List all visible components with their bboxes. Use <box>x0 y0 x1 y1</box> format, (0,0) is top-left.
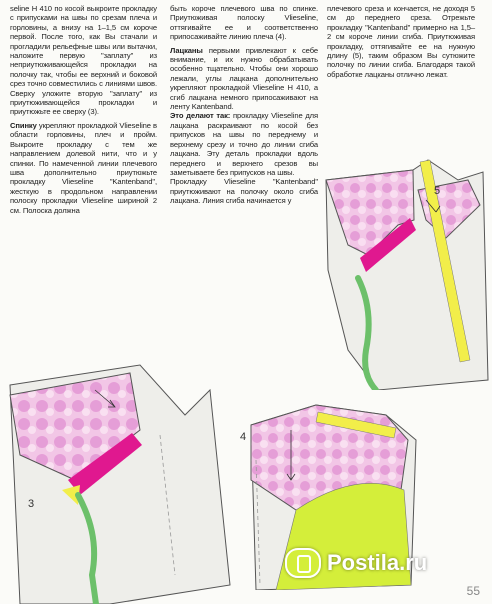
paragraph: Прокладку Vlieseline "Kantenband" приутюживают на полочку около сгиба лацкана. Линия сгиба начинается у <box>170 177 318 206</box>
page-number: 55 <box>466 584 480 598</box>
figure-5-lapel-illustration <box>318 150 492 390</box>
paragraph-text: первыми привлекают к себе внимание, и их нужно обрабатывать особенно тщательно. Чтобы они хорошо лежали, углы лацкана дополнительно укрепляют прокладкой Vlieseline H 410, а сгиб лацкана немного припосаживают на ленту Kantenband. <box>170 45 318 112</box>
paragraph <box>170 111 318 177</box>
paragraph: seline H 410 по косой выкроите прокладку с припусками на швы по срезам плеча и горловины, а внизу на 1–1,5 см короче первой. После того, как Вы стачали и прогладили рельефные швы или вытачки, наложите первую "заплату" из неприутюживающейся прокладки на полочку так, чтобы ее верхний и боковой срез точно совместились с линиями швов. Сверху уложите вторую "заплату" из приутюживающейся прокладки и приутюжьте ее сверху (3). <box>10 4 157 117</box>
figure-number: 4 <box>240 431 247 443</box>
watermark-text: Postila.ru <box>327 550 428 575</box>
paragraph: быть короче плечевого шва по спинке. Приутюживая полоску Vlieseline, оттягивайте ее и соответственно припосаживайте линию плеча (4). <box>170 4 318 42</box>
paragraph <box>10 121 157 215</box>
figure-3-collar-illustration <box>0 345 232 604</box>
watermark <box>285 548 427 578</box>
paragraph: плечевого среза и кончается, не доходя 5 см до переднего среза. Отрежьте прокладку "Kantenband" примерно на 1,5–2 см короче линии сгиба. Приутюживая прокладку, оттягивайте ее на нужную длину (5), таким образом Вы сутюжите полочку по линии сгиба. Благодаря такой обработке лацканы отлично лежат. <box>327 4 475 79</box>
lead-word: Лацканы <box>170 45 203 55</box>
figure-number: 3 <box>28 498 35 510</box>
lead-word: Это делают так: <box>170 111 231 121</box>
text-column-2 <box>170 4 318 206</box>
figure-number: 5 <box>434 185 441 197</box>
paragraph <box>170 46 318 112</box>
text-column-1 <box>10 4 157 215</box>
watermark-logo-icon <box>285 548 321 578</box>
text-column-3 <box>327 4 475 79</box>
lead-word: Спинку <box>10 120 37 130</box>
paragraph-text: укрепляют прокладкой Vlieseline в области горловины, плеч и пройм. Выкроите прокладку с тем же направлением долевой нити, что и у спинки. По намеченной линии плечевого шва дополнительно приутюжьте прокладку Vlieseline "Kantenband", жесткую в продольном направлении полоску прокладки Vlieseline шириной 2 см. Полоска должна <box>10 120 157 215</box>
paragraph-text: прокладку Vlieseline для лацкана раскраивают по косой без припусков на швы по переднему и верхнему срезу и точно до линии сгиба лацкана. Эту деталь прокладки вдоль переднего и верхнего срезов вы заметываете без припусков на швы. <box>170 111 318 177</box>
